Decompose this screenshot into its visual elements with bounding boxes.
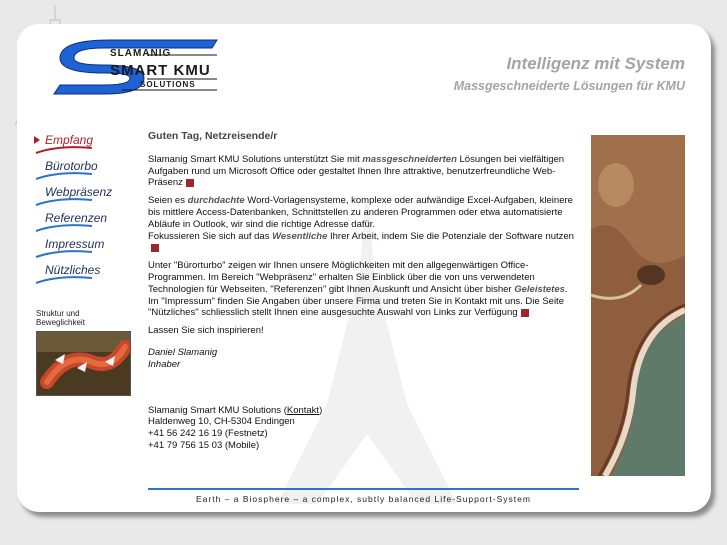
nav-item-label: Referenzen — [45, 211, 108, 225]
address-mobile: +41 79 756 15 03 (Mobile) — [148, 439, 260, 451]
nav-item-impressum[interactable] — [34, 236, 134, 262]
text-run: Unter "Bürorturbo" zeigen wir Ihnen unsere Möglichkeiten mit den allgegenwärtigen Office-Programmen. Im Bereich "Webpräsenz" erhalten Sie Einblick über die von uns verwendeten Technologien für Webseiten. "Referenzen" gibt Ihnen Auskunft und Ansicht über bisher — [148, 260, 535, 295]
text-run: . Im "Impressum" finden Sie Angaben über unsere Firma und treten Sie in Kontakt mit uns. Die Seite "Nützliches" schliesslich stellt Ihnen eine ausgesuchte Auswahl von Links zur Verfügung — [148, 283, 568, 319]
nav-item-label: Impressum — [45, 237, 105, 251]
highlight-text: Geleistetes — [514, 283, 565, 295]
signature — [148, 347, 580, 371]
highlight-text: durchdachte — [187, 195, 245, 207]
nav-item-label: Webpräsenz — [45, 185, 113, 199]
text-run: Word-Vorlagensysteme, komplexe oder aufwändige Excel-Aufgaben, kleinere bis mittlere Access-Datenbanken, Schnittstellen zu anderen Programmen oder etwa automatisierte Abläufe in Outlook, wir sind die richtige Adresse dafür. — [148, 195, 573, 230]
nav-swoosh-icon — [34, 223, 94, 233]
nav-item-empfang[interactable] — [34, 132, 134, 158]
nav-item-referenzen[interactable] — [34, 210, 134, 236]
highlight-text: massgeschneiderten — [362, 153, 457, 165]
nav-swoosh-icon — [34, 171, 94, 181]
logo-text-smart-kmu: SMART KMU — [110, 62, 211, 79]
sections-paragraph — [148, 260, 580, 319]
footer-slogan: Earth – a Biosphere – a complex, subtly balanced Life-Support-System — [196, 494, 531, 504]
butterfly-wing-image-icon — [591, 135, 685, 476]
bullet-square-icon — [521, 309, 529, 317]
highlight-text: Wesentliche — [272, 230, 328, 242]
nav-swoosh-icon — [34, 197, 94, 207]
nav-swoosh-icon — [34, 275, 94, 285]
text-run: ) — [319, 404, 323, 416]
nav-item-webprasenz[interactable] — [34, 184, 134, 210]
caterpillar-image-icon — [37, 332, 130, 395]
inspire-text: Lassen Sie sich inspirieren! — [148, 325, 264, 337]
bullet-square-icon — [151, 244, 159, 252]
header-taglines — [454, 54, 685, 93]
address-phone: +41 56 242 16 19 (Festnetz) — [148, 428, 268, 440]
nav-item-buroturbo[interactable] — [34, 158, 134, 184]
text-run: Slamanig Smart KMU Solutions unterstützt Sie mit — [148, 153, 363, 165]
address-street: Haldenweg 10, CH-5304 Endingen — [148, 416, 295, 428]
nav-swoosh-icon — [34, 145, 94, 155]
logo-text-solutions: SOLUTIONS — [140, 80, 196, 89]
text-run: Ihrer Arbeit, indem Sie die Potenziale der Software nutzen — [327, 230, 574, 242]
butterfly-wing-photo — [591, 135, 685, 476]
services-paragraph — [148, 195, 580, 254]
nav-item-label: Nützliches — [45, 263, 101, 277]
contact-address — [148, 405, 580, 452]
tagline-secondary: Massgeschneiderte Lösungen für KMU — [453, 79, 685, 93]
text-run: Fokussieren Sie sich auf das — [148, 230, 273, 242]
active-arrow-icon — [34, 136, 40, 144]
greeting-heading: Guten Tag, Netzreisende/r — [148, 130, 278, 142]
signature-role: Inhaber — [148, 358, 181, 370]
text-run: Lösungen bei vielfältigen Aufgaben rund um Microsoft Office oder gestaltet Ihnen Ihre attraktive, benutzerfreundliche Web-Präsenz — [148, 153, 565, 189]
bullet-square-icon — [186, 179, 194, 187]
nav-item-label: Empfang — [45, 133, 94, 147]
signature-name: Daniel Slamanig — [148, 346, 218, 358]
nav-item-label: Bürotorbo — [45, 159, 98, 173]
intro-paragraph — [148, 154, 580, 189]
company-name: Slamanig Smart KMU Solutions ( — [148, 404, 287, 416]
footer-divider — [148, 488, 579, 490]
text-run: Seien es — [148, 195, 188, 207]
contact-link[interactable]: Kontakt — [286, 404, 320, 416]
logo-text-slamanig: SLAMANIG — [110, 48, 172, 59]
tagline-primary: Intelligenz mit System — [506, 54, 685, 73]
caterpillar-photo — [36, 331, 131, 396]
main-content — [148, 131, 580, 452]
nav-item-nutzliches[interactable] — [34, 262, 134, 288]
nav-swoosh-icon — [34, 249, 94, 259]
side-image-caption: Struktur und Beweglichkeit — [36, 309, 85, 327]
main-navigation — [34, 132, 134, 288]
